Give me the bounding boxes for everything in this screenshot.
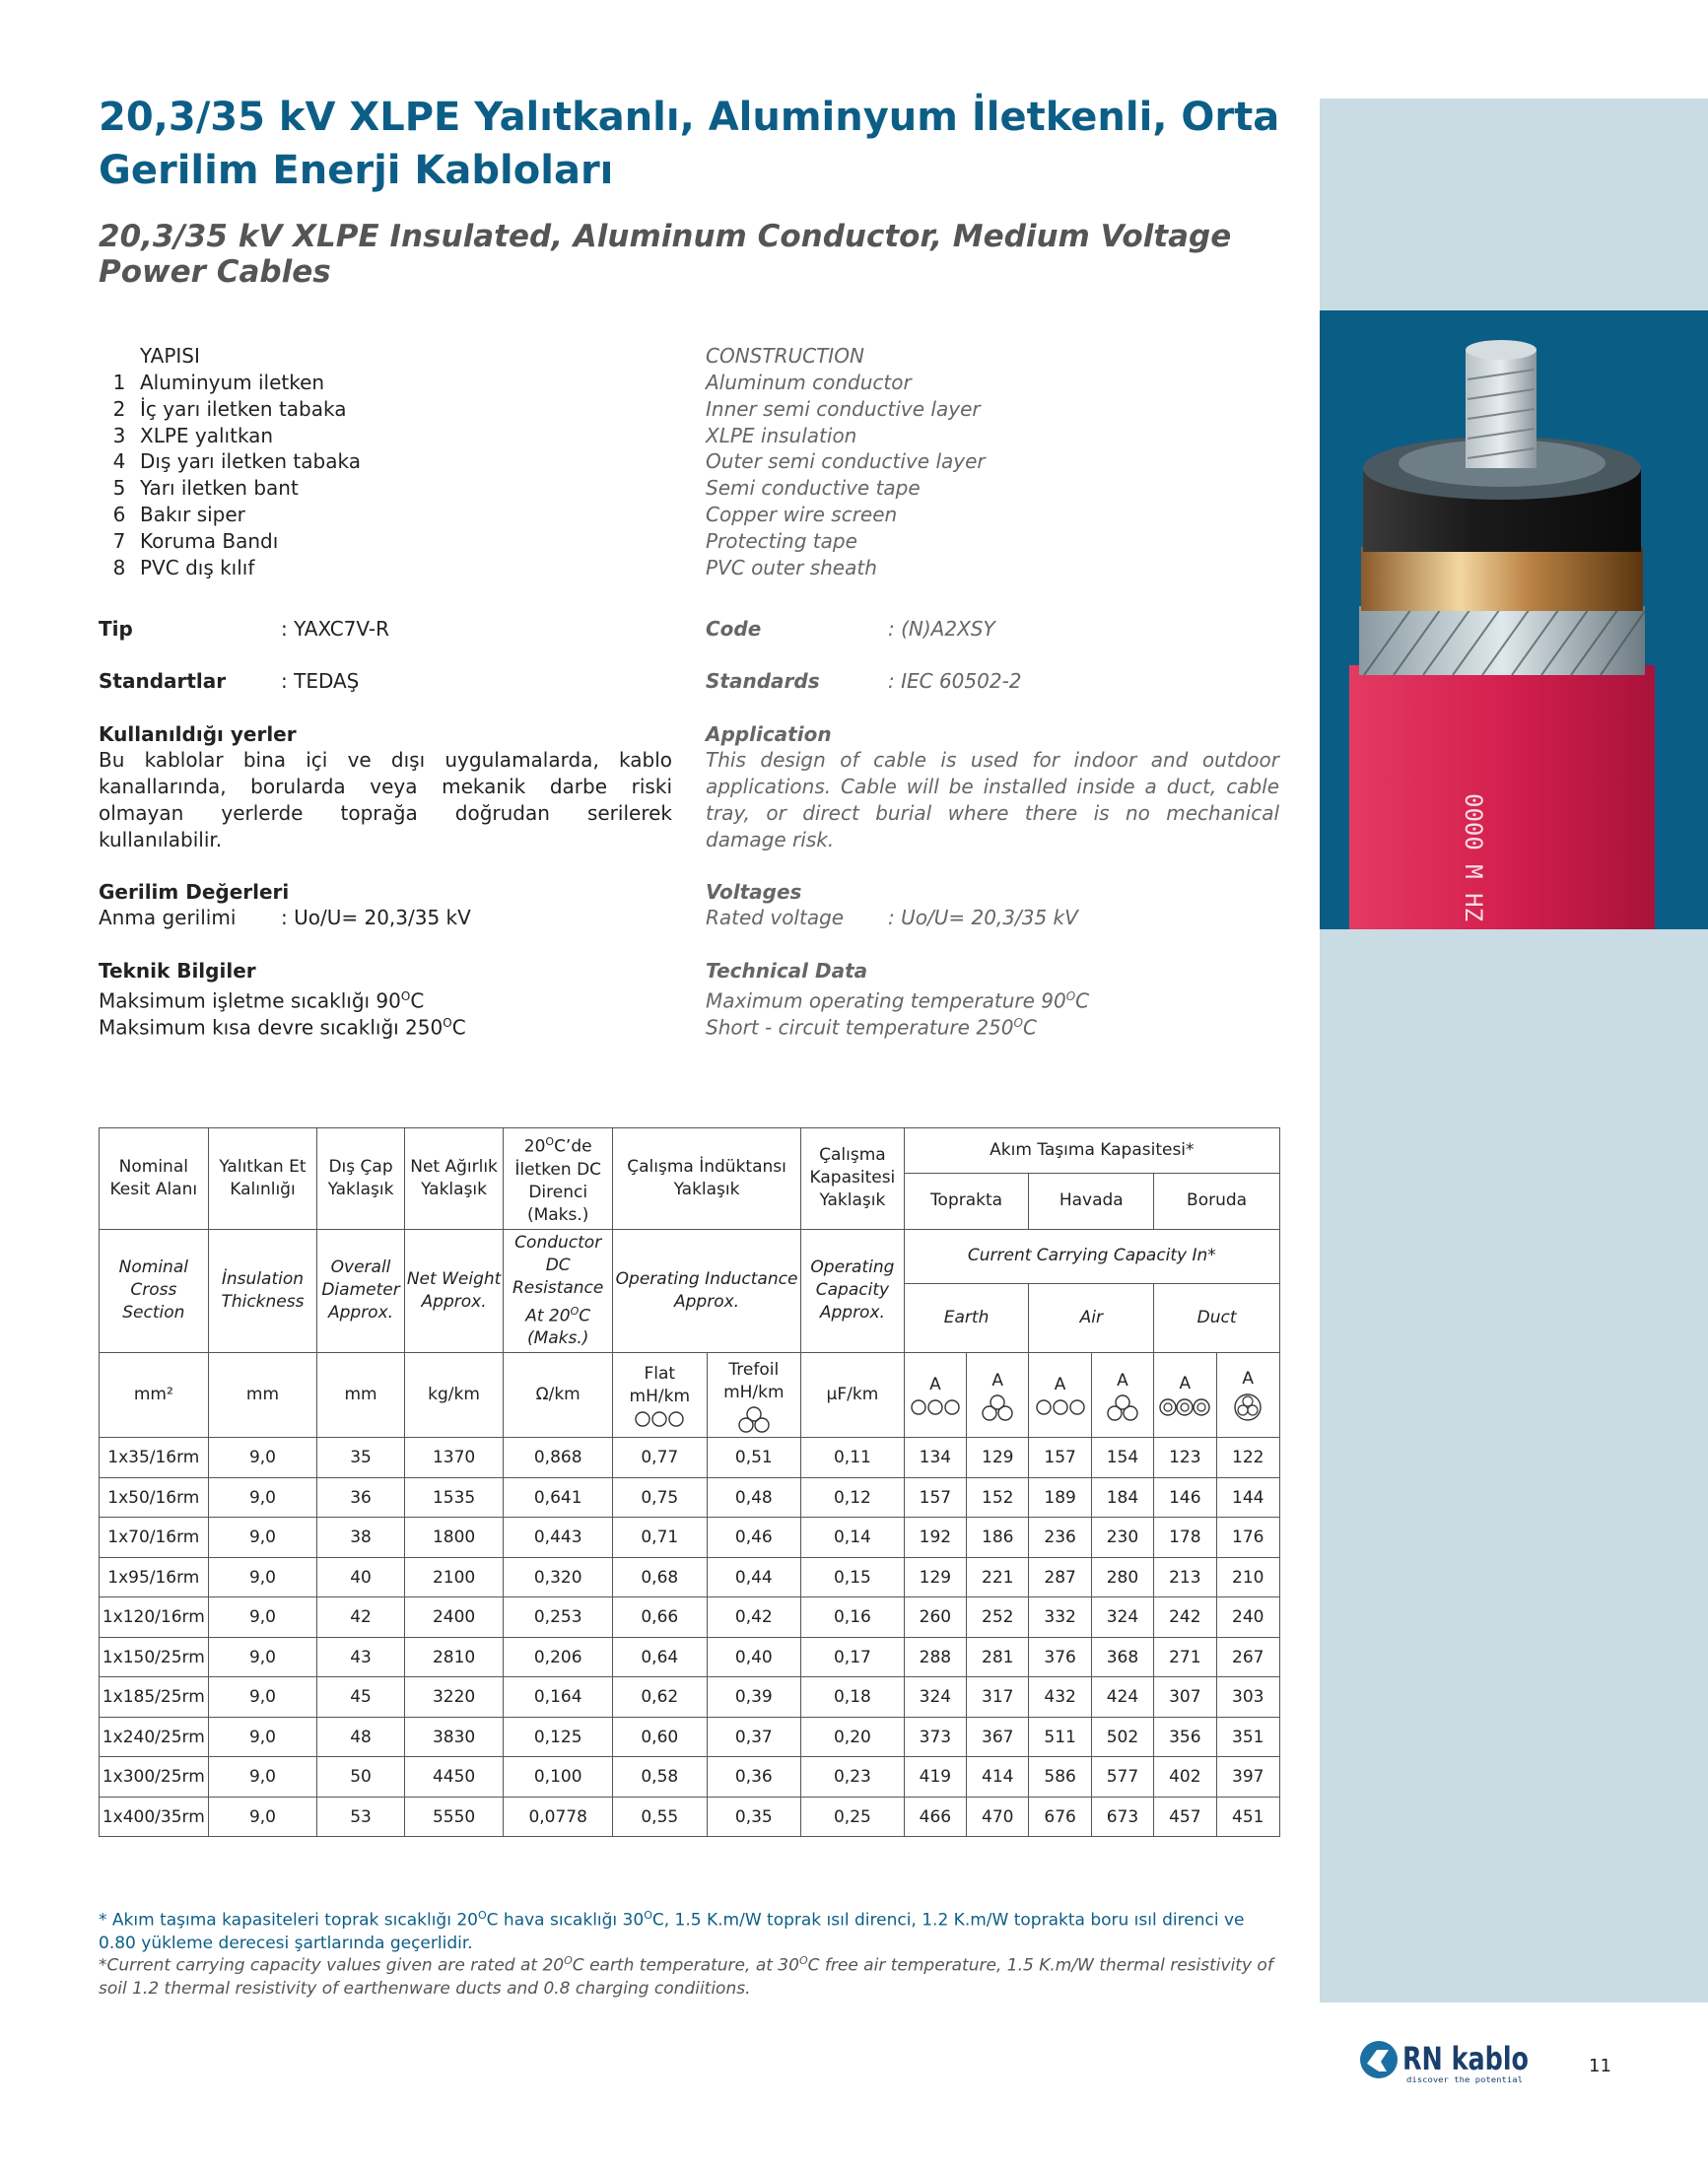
type-label: Tip	[99, 617, 133, 641]
table-cell: 2100	[404, 1557, 504, 1597]
construction-item-tr	[99, 502, 361, 528]
table-cell: 673	[1091, 1797, 1153, 1837]
standards-label: Standartlar	[99, 669, 227, 693]
table-row	[100, 1797, 1280, 1837]
max-operating-temp-en: Maximum operating temperature $90^OC$	[706, 988, 1090, 1013]
table-cell: 0,11	[801, 1438, 905, 1478]
table-cell: 0,14	[801, 1518, 905, 1558]
table-cell: 1535	[404, 1477, 504, 1518]
table-cell: 186	[967, 1518, 1029, 1558]
max-operating-temp-tr: Maksimum işletme sıcaklığı $90^OC$	[99, 988, 425, 1013]
table-cell: 35	[317, 1438, 405, 1478]
table-cell: 397	[1216, 1757, 1280, 1798]
flat-formation-icon	[910, 1398, 961, 1416]
table-cell: 0,60	[613, 1717, 708, 1757]
unit-kg-km: kg/km	[404, 1353, 504, 1438]
table-cell: 38	[317, 1518, 405, 1558]
table-cell: 192	[904, 1518, 966, 1558]
construction-item-en: Semi conductive tape	[706, 476, 921, 501]
table-cell: 53	[317, 1797, 405, 1837]
item-number: 5	[112, 476, 126, 501]
logo-brand: RN kablo	[1402, 2040, 1529, 2077]
voltages-heading-tr: Gerilim Değerleri	[99, 880, 290, 904]
table-cell: 470	[967, 1797, 1029, 1837]
code-value: : (N)A2XSY	[888, 617, 995, 641]
duct-flat-formation-icon	[1158, 1397, 1211, 1417]
construction-item-en: Protecting tape	[706, 528, 857, 553]
table-cell: 457	[1154, 1797, 1216, 1837]
construction-item-en: Inner semi conductive layer	[706, 396, 981, 421]
table-cell: 0,35	[707, 1797, 801, 1837]
table-row	[100, 1597, 1280, 1638]
item-label: XLPE yalıtkan	[140, 423, 274, 447]
trefoil-formation-icon	[1105, 1394, 1140, 1420]
header-inductance-tr: Çalışma İndüktansı Yaklaşık	[613, 1128, 801, 1230]
page-title: 20,3/35 kV XLPE Yalıtkanlı, Aluminyum İletkenli, Orta Gerilim Enerji Kabloları	[99, 95, 1280, 193]
table-cell: 157	[1029, 1438, 1091, 1478]
table-cell: 414	[967, 1757, 1029, 1798]
table-cell: 0,18	[801, 1677, 905, 1718]
header-inductance-en: Operating Inductance Approx.	[613, 1229, 801, 1353]
header-earth-tr: Toprakta	[904, 1174, 1029, 1229]
application-text-tr: Bu kablolar bina içi ve dışı uygulamalarda, kablo kanallarında, borularda veya mekanik darbe riski olmayan yerlerde toprağa doğrudan serilerek kullanılabilir.	[99, 748, 672, 851]
item-number: 4	[112, 449, 126, 474]
table-cell: 43	[317, 1637, 405, 1677]
table-cell: 3220	[404, 1677, 504, 1718]
item-label: Dış yarı iletken tabaka	[140, 449, 361, 474]
table-cell: 0,42	[707, 1597, 801, 1638]
construction-heading-tr: YAPISI	[140, 344, 200, 368]
construction-item-tr	[99, 370, 361, 396]
table-cell: 0,71	[613, 1518, 708, 1558]
table-cell: 267	[1216, 1637, 1280, 1677]
table-cell: 0,55	[613, 1797, 708, 1837]
construction-item-en: PVC outer sheath	[706, 555, 877, 579]
table-cell: 0,164	[504, 1677, 613, 1718]
table-cell: 9,0	[208, 1797, 317, 1837]
table-cell: 9,0	[208, 1557, 317, 1597]
header-capacity-tr: Çalışma Kapasitesi Yaklaşık	[801, 1128, 905, 1230]
short-circuit-temp-tr: Maksimum kısa devre sıcaklığı $250^OC$	[99, 1015, 466, 1040]
unit-mm2: mm²	[100, 1353, 209, 1438]
table-cell: 281	[967, 1637, 1029, 1677]
page-number: 11	[1589, 2056, 1611, 2076]
type-value: : YAXC7V-R	[281, 617, 389, 641]
header-insulation-tr: Yalıtkan Et Kalınlığı	[208, 1128, 317, 1230]
unit-mm-diameter: mm	[317, 1353, 405, 1438]
rated-voltage-label-tr: Anma gerilimi	[99, 906, 237, 929]
table-cell: 419	[904, 1757, 966, 1798]
item-label: Bakır siper	[140, 502, 245, 526]
table-cell: 144	[1216, 1477, 1280, 1518]
table-cell: 0,66	[613, 1597, 708, 1638]
logo-tagline: discover the potential	[1406, 2075, 1524, 2084]
table-cell: 0,641	[504, 1477, 613, 1518]
voltages-heading-en: Voltages	[706, 880, 802, 904]
table-row	[100, 1677, 1280, 1718]
table-row	[100, 1477, 1280, 1518]
table-cell: 332	[1029, 1597, 1091, 1638]
trefoil-formation-icon	[980, 1394, 1015, 1420]
table-cell: 0,62	[613, 1677, 708, 1718]
table-cell: 432	[1029, 1677, 1091, 1718]
table-cell: 1x240/25rm	[100, 1717, 209, 1757]
table-cell: 240	[1216, 1597, 1280, 1638]
table-cell: 0,868	[504, 1438, 613, 1478]
short-circuit-temp-en: Short - circuit temperature $250^OC$	[706, 1015, 1037, 1040]
table-cell: 0,36	[707, 1757, 801, 1798]
unit-a-earth-trefoil: A	[967, 1353, 1029, 1438]
construction-item-en: Copper wire screen	[706, 502, 898, 526]
rated-voltage-value-en: : Uo/U= 20,3/35 kV	[888, 906, 1078, 929]
item-number: 6	[112, 502, 126, 526]
table-cell: 0,16	[801, 1597, 905, 1638]
flat-formation-icon	[634, 1410, 685, 1428]
table-cell: 2810	[404, 1637, 504, 1677]
table-cell: 373	[904, 1717, 966, 1757]
construction-item-en: XLPE insulation	[706, 423, 857, 447]
construction-item-tr	[99, 396, 361, 423]
table-cell: 307	[1154, 1677, 1216, 1718]
table-cell: 152	[967, 1477, 1029, 1518]
construction-item-tr	[99, 555, 361, 581]
table-cell: 1x120/16rm	[100, 1597, 209, 1638]
table-cell: 42	[317, 1597, 405, 1638]
table-cell: 287	[1029, 1557, 1091, 1597]
rated-voltage-label-en: Rated voltage	[706, 906, 845, 929]
table-cell: 184	[1091, 1477, 1153, 1518]
table-cell: 9,0	[208, 1637, 317, 1677]
table-cell: 324	[1091, 1597, 1153, 1638]
table-cell: 129	[904, 1557, 966, 1597]
table-cell: 424	[1091, 1677, 1153, 1718]
table-cell: 0,37	[707, 1717, 801, 1757]
cable-photo	[1320, 310, 1708, 929]
table-cell: 0,46	[707, 1518, 801, 1558]
table-cell: 1x50/16rm	[100, 1477, 209, 1518]
table-cell: 0,58	[613, 1757, 708, 1798]
table-cell: 1370	[404, 1438, 504, 1478]
header-current-tr: Akım Taşıma Kapasitesi*	[904, 1128, 1279, 1174]
table-cell: 0,77	[613, 1438, 708, 1478]
table-cell: 9,0	[208, 1518, 317, 1558]
item-label: Aluminyum iletken	[140, 371, 325, 394]
table-cell: 0,68	[613, 1557, 708, 1597]
table-cell: 154	[1091, 1438, 1153, 1478]
table-cell: 1800	[404, 1518, 504, 1558]
table-cell: 146	[1154, 1477, 1216, 1518]
table-cell: 586	[1029, 1757, 1091, 1798]
construction-list-tr	[99, 370, 361, 580]
table-cell: 402	[1154, 1757, 1216, 1798]
footnote-en: *Current carrying capacity values given are rated at $20^OC$ earth temperature, at $30^OC$ free air temperature, 1.5 K.m/W thermal resistivity of soil 1.2 thermal resistivity of earthenware ducts and 0.8 charging condiitions.	[99, 1954, 1273, 1999]
code-label: Code	[706, 617, 762, 641]
table-cell: 324	[904, 1677, 966, 1718]
item-label: Koruma Bandı	[140, 528, 279, 553]
table-cell: 356	[1154, 1717, 1216, 1757]
table-cell: 0,443	[504, 1518, 613, 1558]
header-duct-tr: Boruda	[1154, 1174, 1280, 1229]
unit-flat: Flat mH/km	[613, 1353, 708, 1438]
table-cell: 9,0	[208, 1438, 317, 1478]
unit-a-air-flat: A	[1029, 1353, 1091, 1438]
table-cell: 676	[1029, 1797, 1091, 1837]
table-cell: 0,25	[801, 1797, 905, 1837]
table-cell: 50	[317, 1757, 405, 1798]
item-label: İç yarı iletken tabaka	[140, 396, 347, 421]
table-cell: 0,320	[504, 1557, 613, 1597]
item-number: 2	[112, 396, 126, 421]
cable-data-table	[99, 1127, 1280, 1837]
item-number: 3	[112, 423, 126, 447]
table-cell: 2400	[404, 1597, 504, 1638]
table-cell: 0,48	[707, 1477, 801, 1518]
unit-a-duct-trefoil: A	[1216, 1353, 1280, 1438]
construction-item-tr	[99, 423, 361, 449]
unit-a-duct-flat: A	[1154, 1353, 1216, 1438]
table-cell: 376	[1029, 1637, 1091, 1677]
table-cell: 1x185/25rm	[100, 1677, 209, 1718]
table-cell: 5550	[404, 1797, 504, 1837]
table-cell: 0,44	[707, 1557, 801, 1597]
header-earth-en: Earth	[904, 1284, 1029, 1353]
header-weight-en: Net Weight Approx.	[404, 1229, 504, 1353]
table-cell: 0,40	[707, 1637, 801, 1677]
header-nominal-tr: Nominal Kesit Alanı	[100, 1128, 209, 1230]
rated-voltage-value-tr: : Uo/U= 20,3/35 kV	[281, 906, 471, 929]
table-cell: 252	[967, 1597, 1029, 1638]
table-cell: 1x70/16rm	[100, 1518, 209, 1558]
table-cell: 0,17	[801, 1637, 905, 1677]
item-number: 8	[112, 555, 126, 579]
table-cell: 451	[1216, 1797, 1280, 1837]
header-weight-tr: Net Ağırlık Yaklaşık	[404, 1128, 504, 1230]
table-cell: 0,12	[801, 1477, 905, 1518]
table-cell: 9,0	[208, 1717, 317, 1757]
table-cell: 189	[1029, 1477, 1091, 1518]
table-cell: 351	[1216, 1717, 1280, 1757]
table-cell: 0,15	[801, 1557, 905, 1597]
trefoil-formation-icon	[736, 1406, 772, 1432]
unit-mm-insulation: mm	[208, 1353, 317, 1438]
table-cell: 1x400/35rm	[100, 1797, 209, 1837]
table-cell: 271	[1154, 1637, 1216, 1677]
table-cell: 280	[1091, 1557, 1153, 1597]
table-cell: 511	[1029, 1717, 1091, 1757]
table-cell: 122	[1216, 1438, 1280, 1478]
table-cell: 40	[317, 1557, 405, 1597]
table-cell: 230	[1091, 1518, 1153, 1558]
table-cell: 221	[967, 1557, 1029, 1597]
table-cell: 0,23	[801, 1757, 905, 1798]
table-cell: 466	[904, 1797, 966, 1837]
application-text-en: This design of cable is used for indoor and outdoor applications. Cable will be installed inside a duct, cable tray, or direct burial where there is no mechanical damage risk.	[706, 748, 1279, 851]
table-cell: 9,0	[208, 1597, 317, 1638]
table-row	[100, 1637, 1280, 1677]
table-cell: 288	[904, 1637, 966, 1677]
table-cell: 317	[967, 1677, 1029, 1718]
unit-a-air-trefoil: A	[1091, 1353, 1153, 1438]
unit-uf-km: µF/km	[801, 1353, 905, 1438]
technical-heading-tr: Teknik Bilgiler	[99, 959, 256, 983]
header-air-en: Air	[1029, 1284, 1154, 1353]
item-number: 7	[112, 528, 126, 553]
table-cell: 303	[1216, 1677, 1280, 1718]
header-resistance-en: Conductor DC Resistance At $20^OC$ (Maks.)	[504, 1229, 613, 1353]
header-insulation-en: İnsulation Thickness	[208, 1229, 317, 1353]
table-cell: 367	[967, 1717, 1029, 1757]
table-cell: 0,125	[504, 1717, 613, 1757]
table-cell: 368	[1091, 1637, 1153, 1677]
item-number: 1	[112, 371, 126, 394]
header-diameter-en: Overall Diameter Approx.	[317, 1229, 405, 1353]
table-cell: 36	[317, 1477, 405, 1518]
table-cell: 48	[317, 1717, 405, 1757]
table-cell: 1x35/16rm	[100, 1438, 209, 1478]
table-cell: 0,51	[707, 1438, 801, 1478]
flat-formation-icon	[1035, 1398, 1086, 1416]
rn-kablo-logo	[1357, 2038, 1535, 2085]
item-label: Yarı iletken bant	[140, 476, 299, 501]
table-cell: 45	[317, 1677, 405, 1718]
table-cell: 0,64	[613, 1637, 708, 1677]
header-resistance-tr: $20^OC’de$ İletken DC Direnci (Maks.)	[504, 1128, 613, 1230]
table-row	[100, 1518, 1280, 1558]
table-cell: 3830	[404, 1717, 504, 1757]
duct-trefoil-formation-icon	[1233, 1392, 1263, 1422]
construction-item-en: Aluminum conductor	[706, 371, 912, 394]
header-duct-en: Duct	[1154, 1284, 1280, 1353]
table-cell: 123	[1154, 1438, 1216, 1478]
table-row	[100, 1438, 1280, 1478]
construction-item-tr	[99, 528, 361, 555]
construction-heading-en: CONSTRUCTION	[706, 344, 864, 368]
table-row	[100, 1557, 1280, 1597]
construction-item-tr	[99, 448, 361, 475]
table-cell: 0,20	[801, 1717, 905, 1757]
application-heading-en: Application	[706, 722, 832, 746]
header-capacity-en: Operating Capacity Approx.	[801, 1229, 905, 1353]
table-cell: 0,75	[613, 1477, 708, 1518]
table-cell: 502	[1091, 1717, 1153, 1757]
page-subtitle: 20,3/35 kV XLPE Insulated, Aluminum Conductor, Medium Voltage Power Cables	[99, 219, 1232, 290]
table-cell: 242	[1154, 1597, 1216, 1638]
standards-value-en: : IEC 60502-2	[888, 669, 1022, 693]
unit-a-earth-flat: A	[904, 1353, 966, 1438]
table-cell: 577	[1091, 1757, 1153, 1798]
cable-marking: 0000 M HZ	[1460, 793, 1487, 922]
table-cell: 213	[1154, 1557, 1216, 1597]
footnote-tr: * Akım taşıma kapasiteleri toprak sıcaklığı $20^OC$ hava sıcaklığı $30^OC$, 1.5 K.m/W toprak ısıl direnci, 1.2 K.m/W toprakta boru ısıl direnci ve 0.80 yükleme derecesi şartlarında geçerlidir.	[99, 1909, 1245, 1953]
table-cell: 0,100	[504, 1757, 613, 1798]
construction-item-en: Outer semi conductive layer	[706, 449, 986, 474]
header-diameter-tr: Dış Çap Yaklaşık	[317, 1128, 405, 1230]
table-cell: 0,0778	[504, 1797, 613, 1837]
table-cell: 1x95/16rm	[100, 1557, 209, 1597]
table-cell: 0,206	[504, 1637, 613, 1677]
table-cell: 178	[1154, 1518, 1216, 1558]
table-cell: 9,0	[208, 1757, 317, 1798]
table-cell: 4450	[404, 1757, 504, 1798]
table-cell: 1x150/25rm	[100, 1637, 209, 1677]
technical-heading-en: Technical Data	[706, 959, 868, 983]
header-current-en: Current Carrying Capacity In*	[904, 1229, 1279, 1283]
construction-item-tr	[99, 475, 361, 502]
construction-list-en	[706, 370, 986, 580]
unit-trefoil: Trefoil mH/km	[707, 1353, 801, 1438]
table-cell: 129	[967, 1438, 1029, 1478]
table-cell: 1x300/25rm	[100, 1757, 209, 1798]
table-cell: 236	[1029, 1518, 1091, 1558]
table-cell: 260	[904, 1597, 966, 1638]
table-cell: 157	[904, 1477, 966, 1518]
table-cell: 9,0	[208, 1677, 317, 1718]
item-label: PVC dış kılıf	[140, 555, 255, 579]
header-nominal-en: Nominal Cross Section	[100, 1229, 209, 1353]
table-row	[100, 1717, 1280, 1757]
table-row	[100, 1757, 1280, 1798]
unit-ohm-km: Ω/km	[504, 1353, 613, 1438]
standards-value: : TEDAŞ	[281, 669, 360, 693]
table-cell: 9,0	[208, 1477, 317, 1518]
table-cell: 0,253	[504, 1597, 613, 1638]
table-cell: 210	[1216, 1557, 1280, 1597]
table-cell: 176	[1216, 1518, 1280, 1558]
application-heading-tr: Kullanıldığı yerler	[99, 722, 297, 746]
header-air-tr: Havada	[1029, 1174, 1154, 1229]
standards-label-en: Standards	[706, 669, 820, 693]
table-cell: 0,39	[707, 1677, 801, 1718]
table-cell: 134	[904, 1438, 966, 1478]
